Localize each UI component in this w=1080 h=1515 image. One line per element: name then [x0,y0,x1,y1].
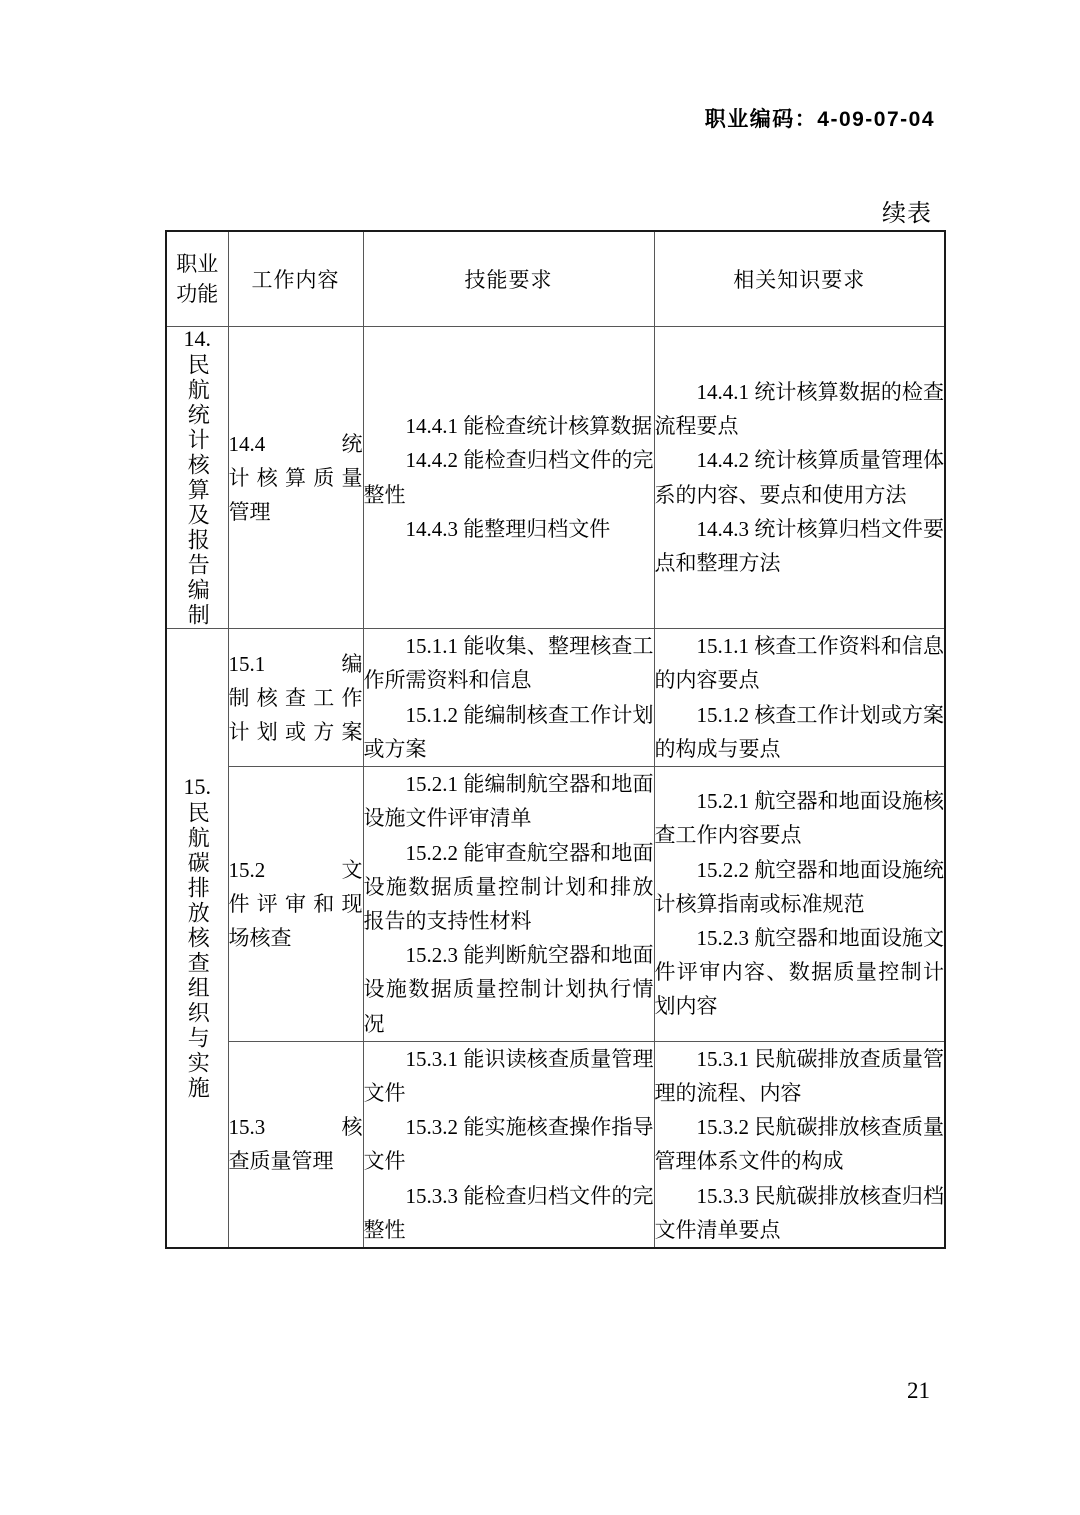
work-content-line: 查质量管理 [228,1149,334,1174]
work-content-cell-15-1 [228,629,363,767]
work-content-line: 场核查 [228,925,292,950]
skill-requirements-cell-15-1 [363,629,654,767]
occupation-code-running-head: 职业编码：4-09-07-04 [704,108,935,131]
skill-item: 14.4.2 能检查归档文件的完整性 [363,448,654,507]
page-number: 21 [907,1378,930,1403]
function-name-15: 民航碳排放核查组织与实施 [185,801,211,1102]
column-header-work-content: 工作内容 [228,231,363,327]
work-content-cell-15-2 [228,767,363,1042]
occupational-standard-table [165,230,946,1249]
work-content-line: 管理 [228,499,271,524]
continued-table-caption: 续表 [882,201,932,227]
work-content-line: 14.4 统 [228,431,363,456]
table-row [166,327,945,629]
skill-item: 14.4.3 能整理归档文件 [405,516,611,541]
work-content-line: 15.3 核 [228,1115,363,1140]
skill-item: 15.1.1 能收集、整理核查工作所需资料和信息 [363,634,654,693]
column-header-skill-requirements: 技能要求 [363,231,654,327]
skill-requirements-cell-14-4 [363,327,654,629]
work-content-line: 计划或方案 [228,719,363,744]
skill-item: 15.3.2 能实施核查操作指导文件 [363,1115,654,1174]
knowledge-item: 15.2.2 航空器和地面设施统计核算指南或标准规范 [654,857,944,916]
knowledge-item: 15.2.3 航空器和地面设施文件评审内容、数据质量控制计划内容 [654,926,944,1019]
skill-item: 15.3.1 能识读核查质量管理文件 [363,1046,654,1106]
skill-item: 15.2.2 能审查航空器和地面设施数据质量控制计划和排放报告的支持性材料 [363,840,654,933]
column-header-knowledge-requirements: 相关知识要求 [654,231,945,327]
skill-requirements-cell-15-2 [363,767,654,1042]
skill-requirements-cell-15-3 [363,1041,654,1248]
table-row [166,767,945,1042]
work-content-line: 计核算质量 [228,465,363,490]
knowledge-item: 15.1.1 核查工作资料和信息的内容要点 [654,634,944,693]
function-number-14: 14. [183,326,211,351]
skill-item: 15.2.1 能编制航空器和地面设施文件评审清单 [363,772,654,831]
table-row [166,629,945,767]
column-header-function-line1: 职业 [176,251,219,276]
function-cell-14 [166,327,228,629]
column-header-function-line2: 功能 [176,282,219,306]
knowledge-requirements-cell-15-2 [654,767,945,1042]
knowledge-item: 15.3.1 民航碳排放查质量管理的流程、内容 [654,1046,944,1106]
function-number-15: 15. [183,774,211,800]
knowledge-item: 15.2.1 航空器和地面设施核查工作内容要点 [654,789,944,848]
knowledge-requirements-cell-14-4 [654,327,945,629]
knowledge-item: 14.4.1 统计核算数据的检查流程要点 [654,379,944,439]
work-content-cell-15-3 [228,1041,363,1248]
knowledge-item: 14.4.2 统计核算质量管理体系的内容、要点和使用方法 [654,448,944,507]
function-cell-15 [166,629,228,1248]
knowledge-requirements-cell-15-3 [654,1041,945,1248]
occupational-standard-table-wrapper [165,230,944,1249]
skill-item: 15.2.3 能判断航空器和地面设施数据质量控制计划执行情况 [363,943,654,1036]
work-content-line: 件评审和现 [228,891,363,916]
knowledge-item: 15.1.2 核查工作计划或方案的构成与要点 [654,702,944,761]
skill-item: 14.4.1 能检查统计核算数据 [405,414,653,439]
knowledge-item: 15.3.2 民航碳排放核查质量管理体系文件的构成 [654,1115,944,1174]
function-name-14: 民航统计核算及报告编制 [185,353,211,629]
skill-item: 15.3.3 能检查归档文件的完整性 [363,1183,654,1242]
work-content-line: 制核查工作 [228,685,363,710]
knowledge-item: 15.3.3 民航碳排放核查归档文件清单要点 [654,1183,944,1242]
knowledge-requirements-cell-15-1 [654,629,945,767]
knowledge-item: 14.4.3 统计核算归档文件要点和整理方法 [654,516,944,576]
work-content-cell-14-4 [228,327,363,629]
work-content-line: 15.1 编 [228,651,363,676]
work-content-line: 15.2 文 [228,857,363,882]
column-header-function [166,231,228,327]
table-row [166,1041,945,1248]
table-header-row [166,231,945,327]
skill-item: 15.1.2 能编制核查工作计划或方案 [363,702,654,761]
